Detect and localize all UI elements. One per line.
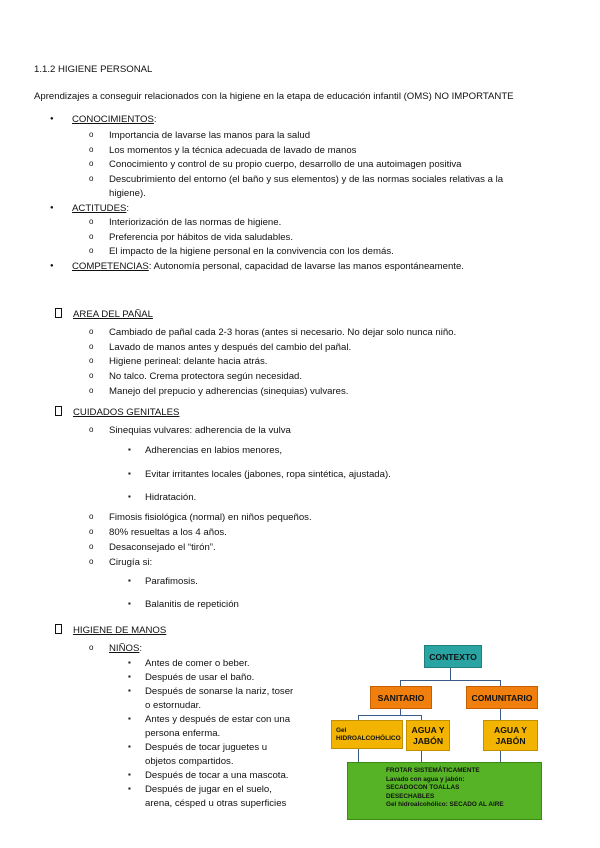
sub-list-item: ▪ Antes de comer o beber. (145, 658, 250, 669)
list-item: o Importancia de lavarse las manos para la salud (109, 130, 310, 141)
diagram-sanitario: SANITARIO (370, 686, 432, 709)
diagram-frotar (347, 762, 542, 820)
diagram-frotar-line: DESECHABLES (386, 792, 435, 800)
list-item: o Descubrimiento del entorno (el baño y sus elementos) y de las normas sociales relativas a la (109, 174, 503, 185)
sub-list-item: ▪ Adherencias en labios menores, (145, 445, 282, 456)
competencias-line: ● COMPETENCIAS: Autonomía personal, capacidad de lavarse las manos espontáneamente. (72, 261, 464, 272)
sub-list-item: ▪ Después de tocar a una mascota. (145, 770, 288, 781)
diagram-contexto: CONTEXTO (424, 645, 482, 668)
diagram-agua-jabon-comunitario: AGUA Y JABÓN (483, 720, 538, 751)
sub-list-continuation: persona enferma. (145, 728, 221, 739)
list-item: o Interiorización de las normas de higiene. (109, 217, 281, 228)
list-item: o Sinequias vulvares: adherencia de la vulva (109, 425, 291, 436)
diagram-comunitario: COMUNITARIO (466, 686, 538, 709)
section-higiene-manos: HIGIENE DE MANOS (55, 624, 166, 636)
list-item: o Manejo del prepucio y adherencias (sinequias) vulvares. (109, 386, 348, 397)
sub-list-continuation: o estornudar. (145, 700, 202, 711)
intro-text: Aprendizajes a conseguir relacionados con la higiene en la etapa de educación infantil (OMS) NO IMPORTANTE (34, 91, 514, 102)
section-area-panal: AREA DEL PAÑAL (55, 308, 153, 320)
list-item: o El impacto de la higiene personal en la convivencia con los demás. (109, 246, 394, 257)
sub-list-item: ▪ Después de usar el baño. (145, 672, 254, 683)
list-item: o Cambiado de pañal cada 2-3 horas (antes si necesario. No dejar solo nunca niño. (109, 327, 456, 338)
page-title: 1.1.2 HIGIENE PERSONAL (34, 64, 153, 75)
section-cuidados-genitales: CUIDADOS GENITALES (55, 406, 179, 418)
list-item: o Desaconsejado el “tirón”. (109, 542, 216, 553)
sub-list-item: ▪ Balanitis de repetición (145, 599, 239, 610)
list-item: o Conocimiento y control de su propio cuerpo, desarrollo de una autoimagen positiva (109, 159, 462, 170)
sub-list-item: ▪ Antes y después de estar con una (145, 714, 290, 725)
list-item: o 80% resueltas a los 4 años. (109, 527, 227, 538)
sub-list-item: ▪ Después de tocar juguetes u (145, 742, 267, 753)
diagram-frotar-line: SECADOCON TOALLAS (386, 784, 460, 792)
list-item: o No talco. Crema protectora según necesidad. (109, 371, 302, 382)
list-item: o Los momentos y la técnica adecuada de lavado de manos (109, 145, 356, 156)
sub-list-item: ▪ Hidratación. (145, 492, 196, 503)
sub-list-item: ▪ Después de jugar en el suelo, (145, 784, 272, 795)
diagram-agua-jabon-sanitario: AGUA Y JABÓN (406, 720, 450, 751)
list-item-continuation: higiene). (109, 188, 146, 199)
diagram-frotar-line: Gel hidroalcohólico: SECADO AL AIRE (386, 801, 504, 809)
diagram-gel: Gel HIDROALCOHÓLICO (331, 720, 403, 749)
conocimientos-heading: ● CONOCIMIENTOS: (72, 114, 157, 125)
sub-list-continuation: objetos compartidos. (145, 756, 234, 767)
list-item: o Lavado de manos antes y después del cambio del pañal. (109, 342, 351, 353)
list-item: o Fimosis fisiológica (normal) en niños pequeños. (109, 512, 312, 523)
list-item: o Higiene perineal: delante hacia atrás. (109, 356, 267, 367)
sub-list-item: ▪ Parafimosis. (145, 576, 198, 587)
diagram-frotar-title: FROTAR SISTEMÁTICAMENTE (386, 767, 480, 774)
sub-list-item: ▪ Evitar irritantes locales (jabones, ropa sintética, ajustada). (145, 469, 391, 480)
ninos-heading: o NIÑOS: (109, 643, 142, 654)
list-item: o Preferencia por hábitos de vida saludables. (109, 232, 293, 243)
diagram-frotar-line: Lavado con agua y jabón: (386, 775, 465, 783)
list-item: o Cirugía si: (109, 557, 152, 568)
sub-list-continuation: arena, césped u otras superficies (145, 798, 287, 809)
actitudes-heading: ● ACTITUDES: (72, 203, 129, 214)
sub-list-item: ▪ Después de sonarse la nariz, toser (145, 686, 293, 697)
